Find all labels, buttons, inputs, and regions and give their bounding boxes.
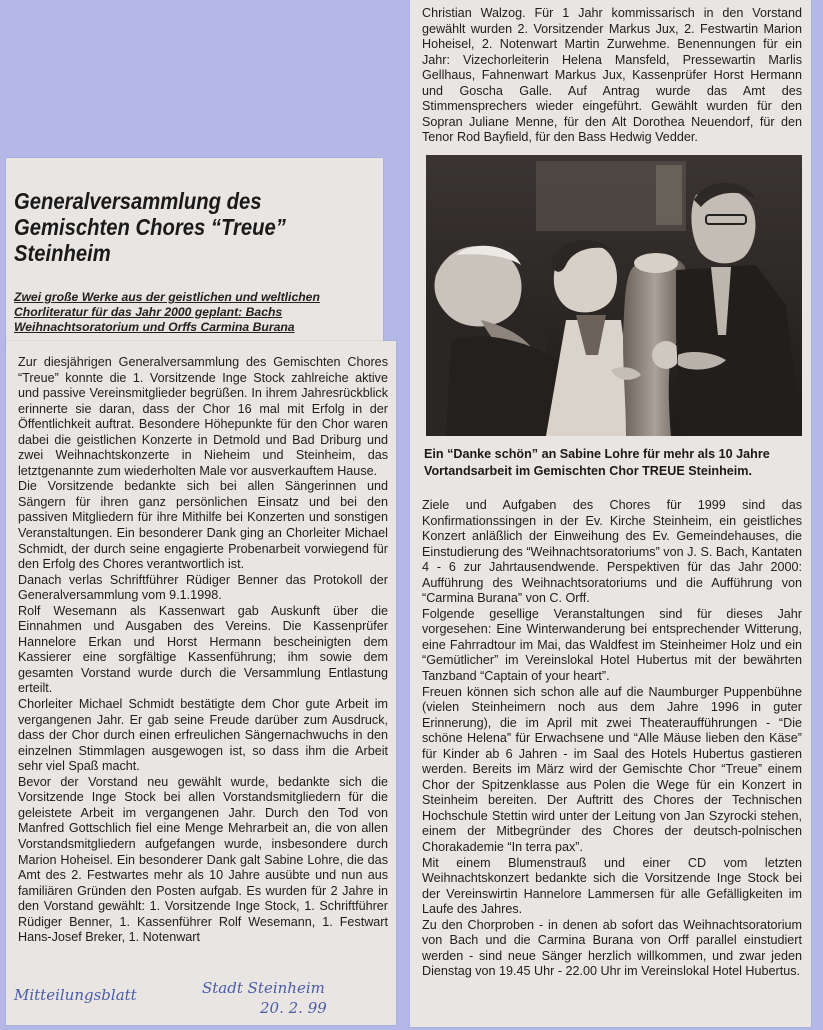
right-column-clipping xyxy=(410,0,811,1027)
paragraph: Ziele und Aufgaben des Chores für 1999 sind das Konfirmationssingen in der Ev. Kirche Steinheim, ein geistliches Konzert anläßlich der Einweihung des Ev. Gemeindehauses, die Einstudierung des “Weihnachtsoratoriums” von J. S. Bach, Kantaten 4 - 6 zur Jahrtausendwende. Perspektiven für das Jahr 2000: Aufführung des Weihnachtsoratoriums und die Aufführung von “Carmina Burana” von C. Orff. xyxy=(422,498,802,606)
paragraph: Bevor der Vorstand neu gewählt wurde, bedankte sich die Vorsitzende Inge Stock bei allen Vorstandsmitgliedern für die geleistete Arbeit im vergangenen Jahr. Durch den Tod von Manfred Gottschlich fiel eine Menge Mehrarbeit an, die von allen Vorstandsmitgliedern aufgefangen wurde, insbesondere durch Marion Hoheisel. Ein besonderer Dank galt Sabine Lohre, die das Amt des 2. Festwartes mehr als 10 Jahre ausübte und nun aus familiären Gründen den Posten aufgab. Es wurden für 2 Jahre in den Vorstand gewählt: 1. Vorsitzende Inge Stock, 1. Schriftführer Rüdiger Benner, 1. Kassenführer Rolf Wesemann, 1. Festwart Hans-Josef Breker, 1. Notenwart xyxy=(18,774,388,945)
article-headline xyxy=(14,188,333,266)
headline-line-1: Generalversammlung des xyxy=(14,188,262,214)
paragraph: Mit einem Blumenstrauß und einer CD vom letzten Weihnachtskonzert bedankte sich die Vorsitzende Inge Stock bei der Vereinswirtin Hannelore Lammersen für alle Gefälligkeiten im Laufe des Jahres. xyxy=(422,855,802,917)
paragraph: Freuen können sich schon alle auf die Naumburger Puppenbühne (vielen Steinheimern noch aus dem Jahre 1996 in guter Erinnerung), die im April mit zwei Theateraufführungen - “Die schöne Helena” für Erwachsene und “Alle Mäuse lieben den Käse” für Kinder ab 6 Jahren - im Saal des Hotels Hubertus gastieren werden. Bereits im März wird der Gemischte Chor “Treue” einem Chor der Spitzenklasse aus Polen die Wege für ein Konzert in Steinheim bereiten. Der Auftritt des Chores der Technischen Hochschule Stettin wird unter der Leitung von Jan Szyrocki stehen, einem der Mitbegründer des Chores der deutsch-polnischen Chorakademie “In terra pax”. xyxy=(422,684,802,855)
article-photo xyxy=(426,155,802,436)
left-column-text xyxy=(18,355,388,946)
right-column-bottom-text xyxy=(422,498,802,980)
left-body-clipping xyxy=(6,341,396,1025)
paragraph: Chorleiter Michael Schmidt bestätigte dem Chor gute Arbeit im vergangenen Jahr. Er gab seine Freude darüber zum Ausdruck, dass der Chor durch einen erfreulichen Sängernachwuchs in den einzelnen Stimmlagen ausgewogen ist, so dass ihm die Arbeit sehr viel Spaß macht. xyxy=(18,697,388,774)
right-column-top-text xyxy=(422,6,802,146)
handwritten-city: Stadt Steinheim xyxy=(202,979,325,997)
handwritten-date: 20. 2. 99 xyxy=(260,999,327,1017)
handwritten-source: Mitteilungsblatt xyxy=(14,986,137,1004)
paragraph: Danach verlas Schriftführer Rüdiger Benner das Protokoll der Generalversammlung vom 9.1.1998. xyxy=(18,572,388,603)
paragraph: Rolf Wesemann als Kassenwart gab Auskunft über die Einnahmen und Ausgaben des Vereins. Die Kassenprüfer Hannelore Erkan und Horst Hermann bescheinigten dem Kassierer eine sorgfältige Kassenführung; ihm sowie dem gesamten Vorstand wurde durch die Versammlung Entlastung erteilt. xyxy=(18,603,388,696)
headline-clipping xyxy=(6,158,383,348)
paragraph: Die Vorsitzende bedankte sich bei allen Sängerinnen und Sängern für ihren ganz persönlichen Einsatz und bei den passiven Mitgliedern für ihre Mithilfe bei Konzerten und sonstigen Veranstaltungen. Ein besonderer Dank ging an Chorleiter Michael Schmidt, der durch seine engagierte Probenarbeit vorwiegend für den Erfolg des Chores verantwortlich ist. xyxy=(18,479,388,572)
paragraph: Folgende gesellige Veranstaltungen sind für dieses Jahr vorgesehen: Eine Winterwanderung bei entsprechender Witterung, eine Fahrradtour im Mai, das Waldfest im Steinheimer Holz und ein “Gemütlicher” im Vereinslokal Hotel Hubertus mit der bewährten Tanzband “Captain of your heart”. xyxy=(422,606,802,684)
photo-caption: Ein “Danke schön” an Sabine Lohre für mehr als 10 Jahre Vortandsarbeit im Gemischten Chor TREUE Steinheim. xyxy=(424,447,770,478)
paragraph: Zu den Chorproben - in denen ab sofort das Weihnachtsoratorium von Bach und die Carmina Burana von Orff parallel einstudiert werden - sind neue Sänger herzlich willkommen, und zwar jeden Dienstag von 19.45 Uhr - 22.00 Uhr im Vereinslokal Hotel Hubertus. xyxy=(422,917,802,979)
headline-line-2: Gemischten Chores “Treue” xyxy=(14,214,286,240)
article-subheadline: Zwei große Werke aus der geistlichen und weltlichen Chorliteratur für das Jahr 2000 geplant: Bachs Weihnachtsoratorium und Orffs Carmina Burana xyxy=(14,290,320,334)
headline-line-3: Steinheim xyxy=(14,240,111,266)
paragraph: Christian Walzog. Für 1 Jahr kommissarisch in den Vorstand gewählt wurden 2. Vorsitzender Markus Jux, 2. Festwartin Marion Hoheisel, 2. Notenwart Martin Zurwehme. Benennungen für ein Jahr: Vizechorleiterin Helena Mansfeld, Pressewartin Marlis Gellhaus, Fahnenwart Markus Jux, Kassenprüfer Horst Hermann und Goscha Galle. Auf Antrag wurde das Amt des Stimmensprechers wieder eingeführt. Gewählt wurden für den Sopran Juliane Menne, für den Alt Dorothea Neuendorf, für den Tenor Rod Bayfield, für den Bass Hedwig Vedder. xyxy=(422,6,802,145)
paragraph: Zur diesjährigen Generalversammlung des Gemischten Chores “Treue” konnte die 1. Vorsitzende Inge Stock zahlreiche aktive und passive Vereinsmitglieder begrüßen. In ihrem Jahresrückblick erinnerte sie daran, dass der Chor 16 mal mit Erfolg in der Öffentlichkeit auftrat. Besondere Höhepunkte für den Chor waren dabei die geistlichen Konzerte in Detmold und Bad Driburg und zwei Weihnachtskonzerte in Nieheim und Steinheim, das letztgenannte zum wiederholten Male vor ausverkauftem Hause. xyxy=(18,355,388,478)
